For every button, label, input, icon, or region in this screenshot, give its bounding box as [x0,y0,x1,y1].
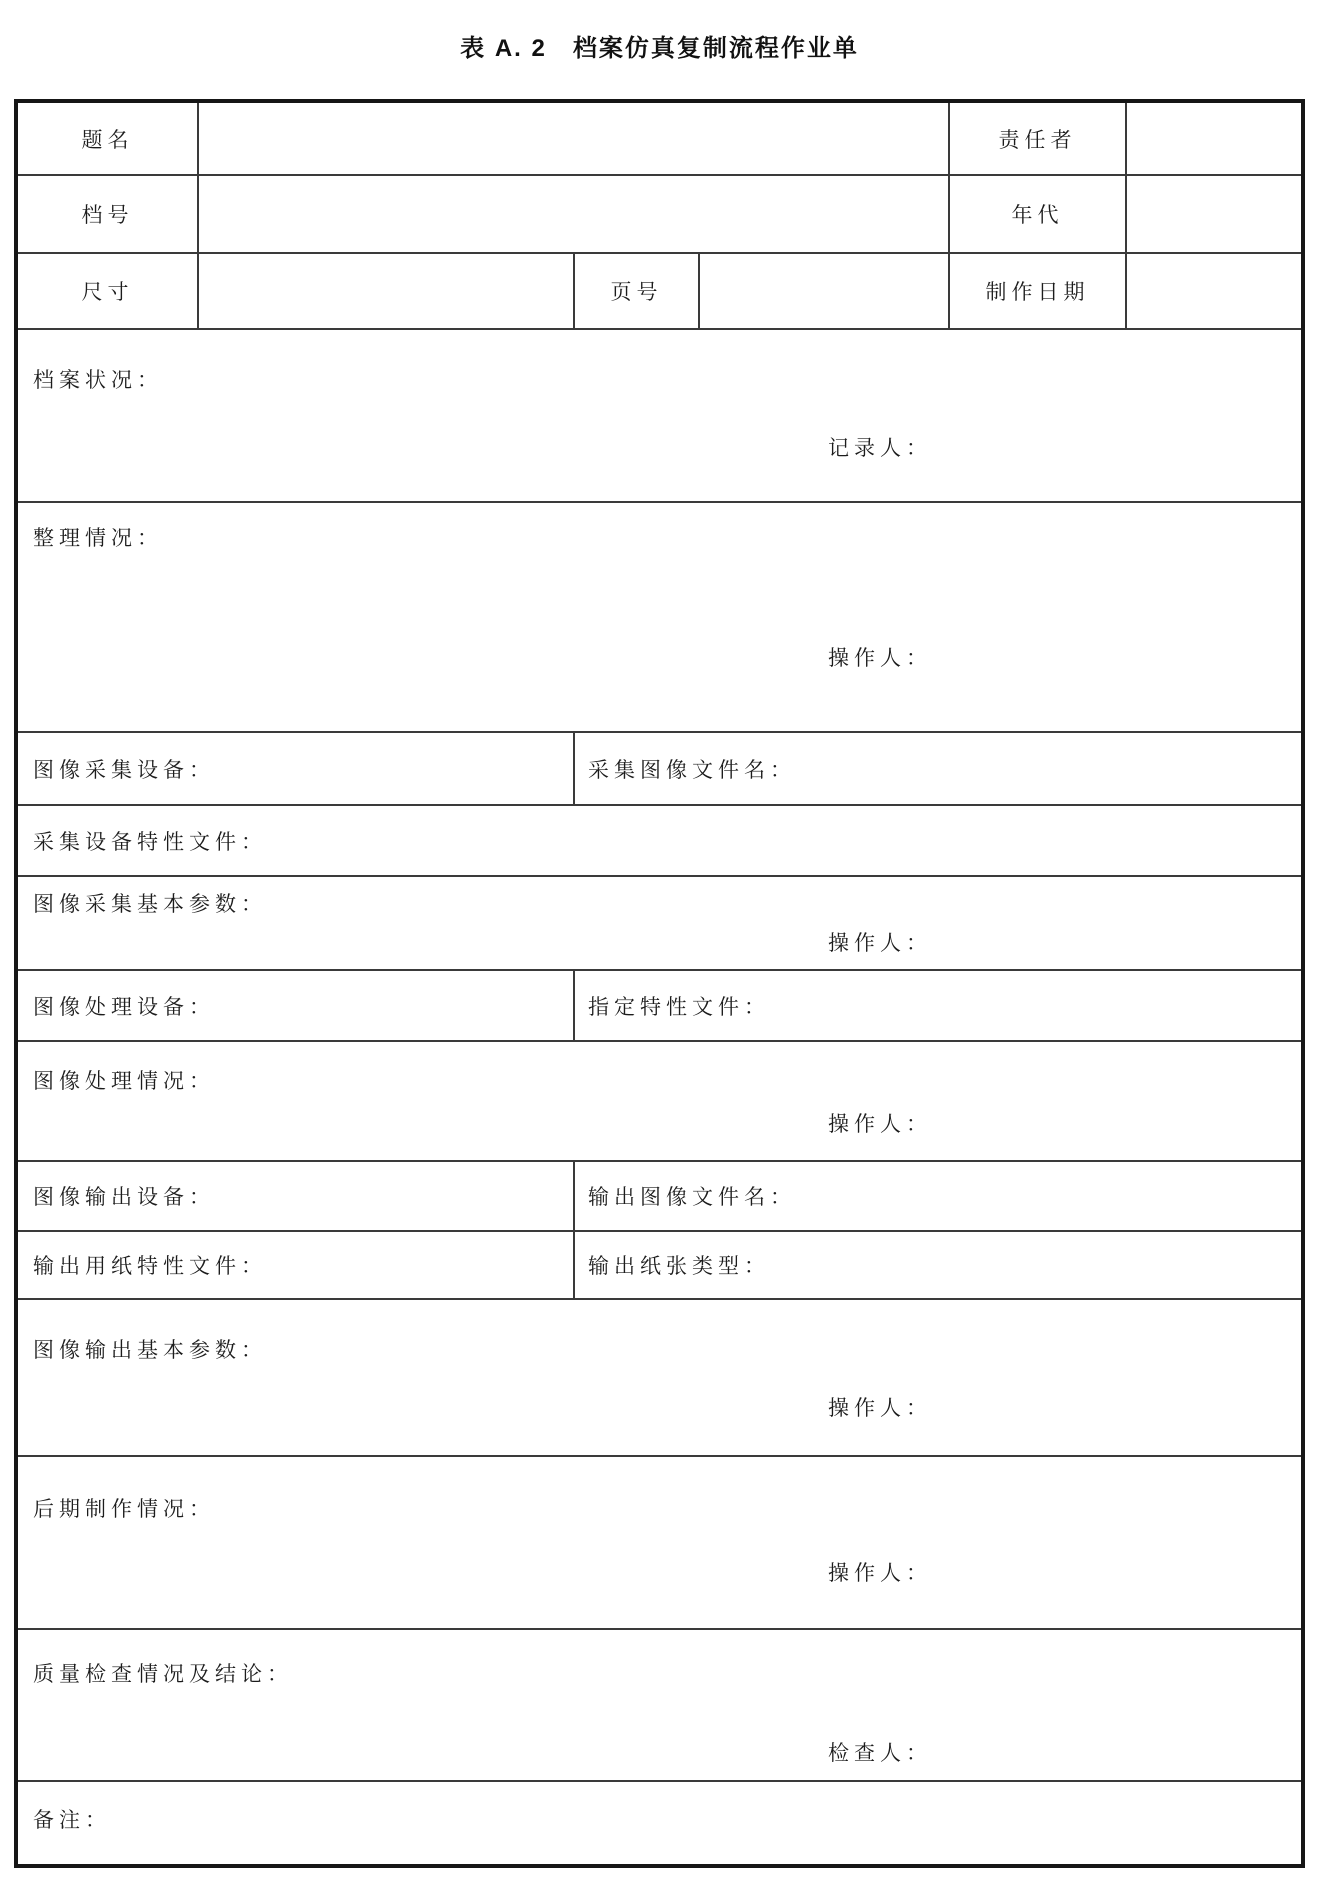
archive-condition-label: 档案状况： [33,368,163,392]
operator-label: 操作人： [828,1112,932,1136]
archive-no-label: 档号 [18,176,199,254]
production-date-value [1127,254,1301,330]
output-params-cell [18,1300,1301,1457]
operator-label: 操作人： [828,1396,932,1420]
remarks-cell [18,1782,1301,1864]
responsible-value [1127,103,1301,176]
archive-no-value [199,176,950,254]
page-no-value [700,254,950,330]
size-label: 尺寸 [18,254,199,330]
output-paper-profile-label: 输出用纸特性文件： [18,1232,575,1300]
operator-label: 操作人： [828,1561,932,1585]
recorder-label: 记录人： [828,436,932,460]
era-label: 年代 [950,176,1127,254]
era-value [1127,176,1301,254]
output-device-label: 图像输出设备： [18,1162,575,1232]
target-profile-label: 指定特性文件： [575,971,1301,1042]
responsible-label: 责任者 [950,103,1127,176]
capture-params-cell [18,877,1301,971]
processing-status-label: 图像处理情况： [33,1069,215,1093]
arrangement-label: 整理情况： [33,526,163,550]
form-table [14,99,1305,1868]
title-name-value [199,103,950,176]
processing-status-cell [18,1042,1301,1162]
quality-check-label: 质量检查情况及结论： [33,1662,293,1686]
quality-check-cell [18,1630,1301,1782]
output-filename-label: 输出图像文件名： [575,1162,1301,1232]
production-date-label: 制作日期 [950,254,1127,330]
output-paper-type-label: 输出纸张类型： [575,1232,1301,1300]
capture-profile-label: 采集设备特性文件： [18,806,1301,877]
output-params-label: 图像输出基本参数： [33,1338,267,1362]
archive-condition-cell [18,330,1301,503]
operator-label: 操作人： [828,931,932,955]
capture-filename-label: 采集图像文件名： [575,733,1301,806]
inspector-label: 检查人： [828,1741,932,1765]
arrangement-cell [18,503,1301,733]
processing-device-label: 图像处理设备： [18,971,575,1042]
page-no-label: 页号 [575,254,700,330]
remarks-label: 备注： [33,1808,111,1832]
capture-device-label: 图像采集设备： [18,733,575,806]
page-title: 表 A. 2 档案仿真复制流程作业单 [460,35,859,62]
capture-params-label: 图像采集基本参数： [33,892,267,916]
title-name-label: 题名 [18,103,199,176]
size-value [199,254,575,330]
post-production-cell [18,1457,1301,1630]
post-production-label: 后期制作情况： [33,1497,215,1521]
operator-label: 操作人： [828,646,932,670]
